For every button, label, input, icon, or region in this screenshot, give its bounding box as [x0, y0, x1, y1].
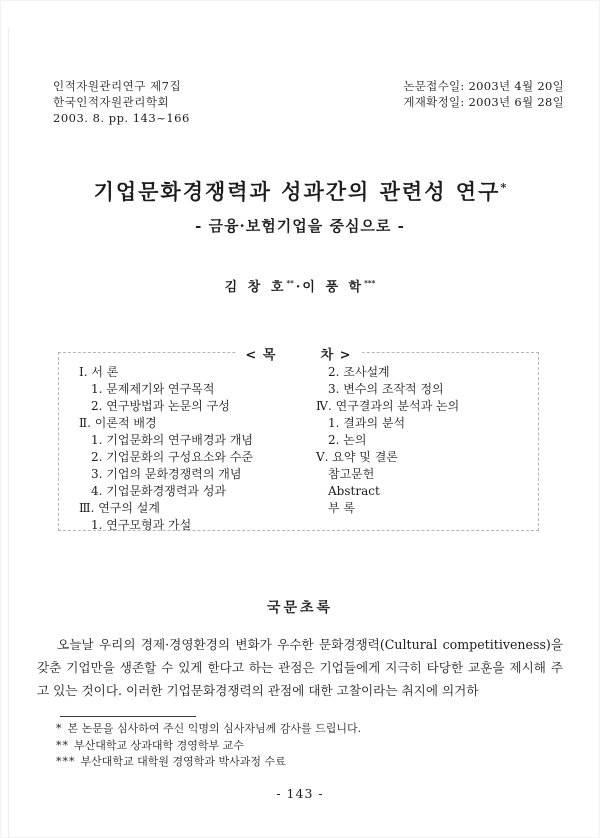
author-first: 김 창 호	[224, 280, 287, 295]
journal-issue-pages: 2003. 8. pp. 143~166	[53, 111, 190, 125]
toc-entry: 참고문헌	[328, 467, 375, 481]
toc-entry: 2. 기업문화의 구성요소와 수준	[91, 450, 253, 464]
footnote-author-first-affiliation	[56, 738, 556, 755]
toc-entry: Ⅰ. 서 론	[79, 365, 119, 379]
journal-society: 한국인적자원관리학회	[53, 95, 170, 109]
toc-columns	[59, 353, 538, 534]
toc-entry: 2. 논의	[328, 433, 367, 447]
toc-column-left	[79, 364, 316, 534]
abstract-paragraph: 오늘날 우리의 경제·경영환경의 변화가 우수한 문화경쟁력(Cultural competitiveness)을 갖춘 기업만을 생존할 수 있게 한다고 하는 관점은 기업들에게 지극히 타당한 교훈을 제시해 주고 있는 것이다. 이러한 기업문화경쟁력의 관점에 대한 고찰이라는 취지에 의거하	[37, 637, 563, 698]
toc-entry: 2. 조사설계	[328, 365, 390, 379]
author-second: 이 풍 학	[302, 280, 365, 295]
footnote-text: 본 논문을 심사하여 주신 익명의 심사자님께 감사를 드립니다.	[67, 722, 362, 735]
table-of-contents-box	[58, 348, 539, 532]
submission-dates-block	[403, 78, 564, 110]
journal-info-block	[53, 78, 190, 126]
toc-entry: 4. 기업문화경쟁력과 성과	[91, 484, 226, 498]
authors-line	[0, 276, 600, 295]
author-separator: ·	[295, 280, 301, 295]
toc-entry: 1. 연구모형과 가설	[91, 518, 192, 532]
scan-edge-artifact	[8, 28, 9, 838]
paper-title	[0, 176, 600, 206]
toc-entry: 3. 변수의 조작적 정의	[328, 382, 444, 396]
toc-entry: 3. 기업의 문화경쟁력의 개념	[91, 467, 242, 481]
korean-abstract-heading: 국문초록	[266, 600, 334, 616]
footnote-mark: *	[56, 722, 63, 735]
toc-entry: Ⅴ. 요약 및 결론	[316, 450, 398, 464]
toc-entry: 1. 기업문화의 연구배경과 개념	[91, 433, 253, 447]
footnote-mark: ***	[56, 755, 76, 768]
journal-name: 인적자원관리연구 제7집	[53, 79, 182, 93]
footnotes-block	[56, 721, 556, 771]
accepted-date: 게재확정일: 2003년 6월 28일	[403, 95, 564, 109]
paper-subtitle: - 금융·보험기업을 중심으로 -	[195, 217, 405, 235]
toc-entry: Abstract	[328, 484, 380, 498]
footnote-divider	[60, 716, 196, 717]
paper-title-text: 기업문화경쟁력과 성과간의 관련성 연구	[93, 179, 501, 204]
author-second-mark: ***	[364, 278, 376, 288]
footnote-text: 부산대학교 상과대학 경영학부 교수	[74, 738, 244, 752]
toc-entry: 1. 문제제기와 연구목적	[91, 382, 215, 396]
footnote-acknowledgement	[56, 721, 556, 738]
toc-entry: 1. 결과의 분석	[328, 416, 406, 430]
page-number: - 143 -	[276, 786, 324, 801]
author-first-mark: **	[286, 278, 294, 288]
received-date: 논문접수일: 2003년 4월 20일	[403, 79, 564, 93]
toc-entry: Ⅳ. 연구결과의 분석과 논의	[316, 399, 460, 413]
toc-entry: 2. 연구방법과 논문의 구성	[91, 399, 230, 413]
toc-entry: Ⅱ. 이론적 배경	[79, 416, 157, 430]
footnote-text: 부산대학교 대학원 경영학과 박사과정 수료	[80, 755, 286, 768]
toc-column-right	[316, 364, 538, 534]
toc-title: < 목 차 >	[235, 344, 361, 363]
toc-entry: 부 록	[328, 501, 355, 515]
footnote-author-second-affiliation	[56, 754, 556, 771]
title-footnote-mark: *	[500, 180, 507, 194]
toc-entry: Ⅲ. 연구의 설계	[79, 501, 160, 515]
footnote-mark: **	[56, 738, 69, 752]
